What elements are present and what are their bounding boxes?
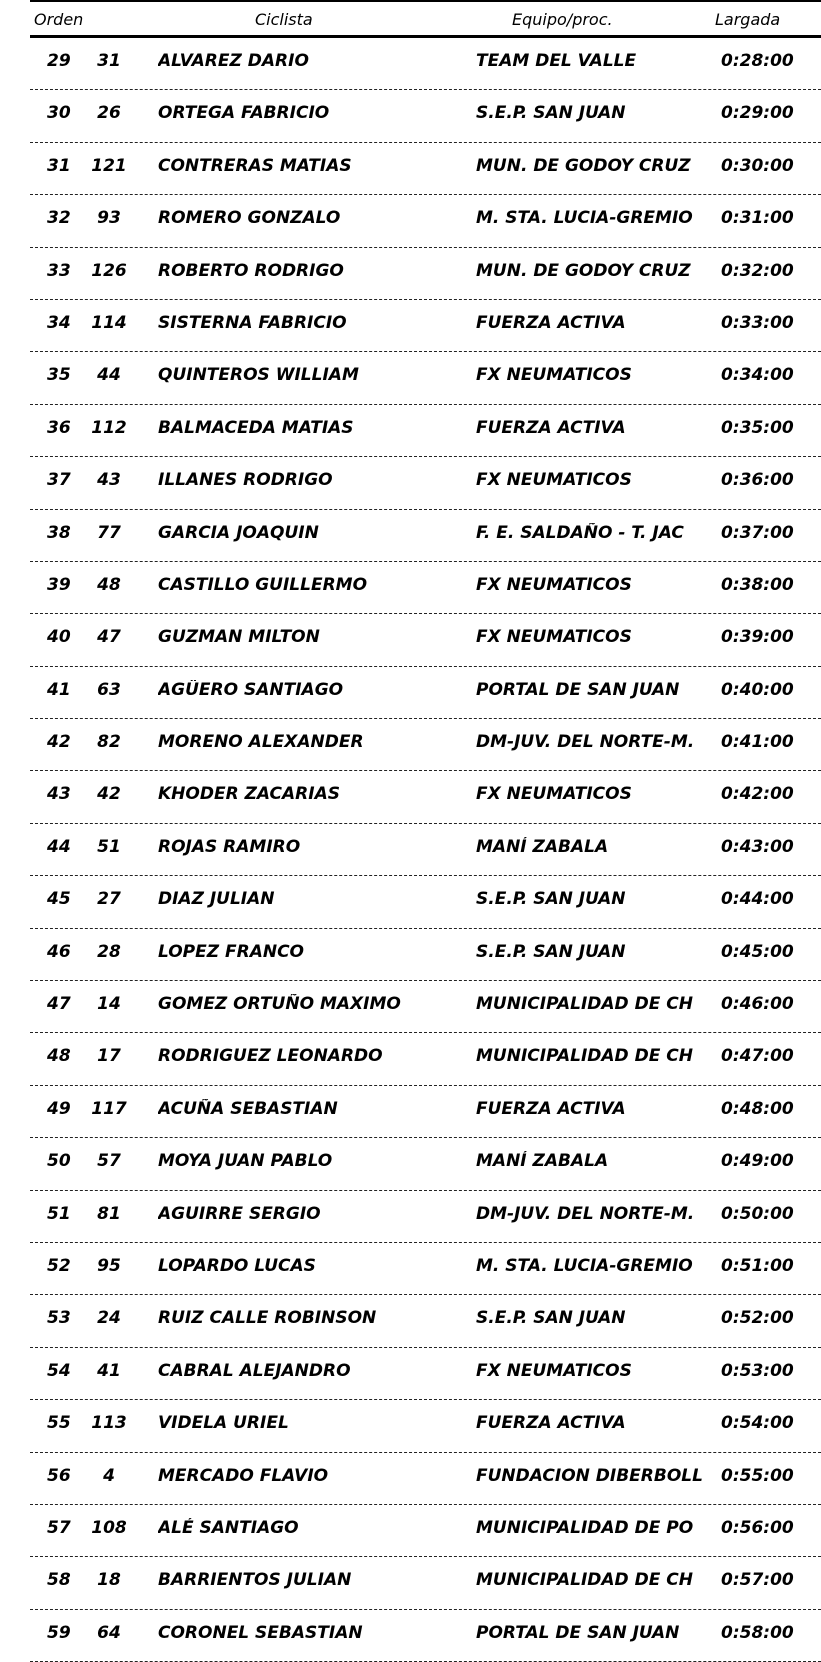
cell-bib-number: 24 [97,1308,121,1329]
cell-team: FUERZA ACTIVA [476,312,626,333]
table-row [30,1505,821,1557]
cell-rider-name: MOYA JUAN PABLO [158,1151,333,1172]
cell-rider-name: ROBERTO RODRIGO [158,260,344,281]
table-row [30,876,821,928]
cell-order: 55 [47,1413,71,1434]
table-row [30,352,821,404]
cell-team: MANÍ ZABALA [476,836,609,857]
cell-bib-number: 63 [97,679,121,700]
cell-order: 43 [47,784,71,805]
cell-rider-name: RODRIGUEZ LEONARDO [158,1046,383,1067]
cell-rider-name: KHODER ZACARIAS [158,784,340,805]
cell-start-time: 0:58:00 [721,1622,794,1643]
table-row [30,248,821,300]
table-row [30,981,821,1033]
cell-team: MUNICIPALIDAD DE CH [476,994,693,1015]
table-row [30,300,821,352]
cell-start-time: 0:47:00 [721,1046,794,1067]
header-equipo: Equipo/proc. [512,10,613,29]
cell-rider-name: VIDELA URIEL [158,1413,289,1434]
cell-start-time: 0:45:00 [721,941,794,962]
cell-start-time: 0:56:00 [721,1517,794,1538]
cell-start-time: 0:32:00 [721,260,794,281]
table-row [30,929,821,981]
cell-start-time: 0:50:00 [721,1203,794,1224]
cell-rider-name: CABRAL ALEJANDRO [158,1360,351,1381]
cell-start-time: 0:28:00 [721,51,794,71]
cell-team: FX NEUMATICOS [476,365,632,386]
cell-bib-number: 57 [97,1151,121,1172]
cell-rider-name: ALVAREZ DARIO [158,51,309,71]
table-header [30,0,821,38]
cell-order: 37 [47,470,71,491]
table-row [30,1033,821,1085]
cell-order: 52 [47,1255,71,1276]
cell-bib-number: 42 [97,784,121,805]
cell-team: PORTAL DE SAN JUAN [476,1622,680,1643]
cell-rider-name: DIAZ JULIAN [158,889,275,910]
cell-bib-number: 82 [97,732,121,753]
cell-start-time: 0:36:00 [721,470,794,491]
cell-order: 57 [47,1517,71,1538]
cell-bib-number: 64 [97,1622,121,1643]
cell-order: 40 [47,627,71,648]
cell-order: 51 [47,1203,71,1224]
cell-bib-number: 48 [97,574,121,595]
cell-start-time: 0:51:00 [721,1255,794,1276]
cell-team: DM-JUV. DEL NORTE-M. [476,1203,695,1224]
cell-rider-name: ILLANES RODRIGO [158,470,333,491]
cell-rider-name: ACUÑA SEBASTIAN [158,1098,338,1119]
cell-start-time: 0:46:00 [721,994,794,1015]
cell-bib-number: 114 [91,312,127,333]
cell-order: 33 [47,260,71,281]
cell-start-time: 0:37:00 [721,522,794,543]
cell-team: FX NEUMATICOS [476,574,632,595]
cell-bib-number: 17 [97,1046,121,1067]
cell-order: 49 [47,1098,71,1119]
cell-bib-number: 44 [97,365,121,386]
cell-rider-name: ORTEGA FABRICIO [158,103,330,124]
table-row [30,719,821,771]
cell-order: 39 [47,574,71,595]
cell-bib-number: 77 [97,522,121,543]
cell-rider-name: BALMACEDA MATIAS [158,417,354,438]
cell-start-time: 0:55:00 [721,1465,794,1486]
cell-team: FUERZA ACTIVA [476,1413,626,1434]
cell-order: 56 [47,1465,71,1486]
table-row [30,1400,821,1452]
header-orden: Orden [34,10,84,29]
cell-start-time: 0:31:00 [721,208,794,229]
table-row [30,1243,821,1295]
cell-team: M. STA. LUCIA-GREMIO [476,208,693,229]
cell-bib-number: 121 [91,155,127,176]
cell-start-time: 0:54:00 [721,1413,794,1434]
cell-team: MUNICIPALIDAD DE CH [476,1570,693,1591]
start-list-table [30,0,821,1643]
cell-order: 54 [47,1360,71,1381]
cell-rider-name: CORONEL SEBASTIAN [158,1622,363,1643]
table-row [30,38,821,90]
cell-order: 38 [47,522,71,543]
cell-team: S.E.P. SAN JUAN [476,941,626,962]
cell-start-time: 0:38:00 [721,574,794,595]
cell-bib-number: 18 [97,1570,121,1591]
cell-team: FX NEUMATICOS [476,627,632,648]
table-row [30,1453,821,1505]
cell-bib-number: 51 [97,836,121,857]
cell-team: S.E.P. SAN JUAN [476,103,626,124]
cell-team: MUNICIPALIDAD DE CH [476,1046,693,1067]
cell-start-time: 0:57:00 [721,1570,794,1591]
cell-start-time: 0:39:00 [721,627,794,648]
cell-team: FUNDACION DIBERBOLL [476,1465,703,1486]
cell-bib-number: 28 [97,941,121,962]
cell-start-time: 0:44:00 [721,889,794,910]
cell-bib-number: 4 [103,1465,115,1486]
cell-rider-name: RUIZ CALLE ROBINSON [158,1308,377,1329]
cell-start-time: 0:34:00 [721,365,794,386]
header-ciclista: Ciclista [255,10,313,29]
cell-order: 35 [47,365,71,386]
cell-order: 42 [47,732,71,753]
cell-bib-number: 43 [97,470,121,491]
cell-rider-name: MERCADO FLAVIO [158,1465,329,1486]
cell-bib-number: 41 [97,1360,121,1381]
cell-order: 31 [47,155,71,176]
cell-rider-name: GOMEZ ORTUÑO MAXIMO [158,994,401,1015]
cell-start-time: 0:30:00 [721,155,794,176]
cell-team: MUNICIPALIDAD DE PO [476,1517,694,1538]
table-row [30,771,821,823]
table-row [30,1295,821,1347]
cell-team: F. E. SALDAÑO - T. JAC [476,522,684,543]
cell-rider-name: ROJAS RAMIRO [158,836,301,857]
table-row [30,562,821,614]
table-row [30,1348,821,1400]
table-row [30,667,821,719]
cell-order: 48 [47,1046,71,1067]
header-largada: Largada [715,10,781,29]
cell-bib-number: 47 [97,627,121,648]
cell-rider-name: BARRIENTOS JULIAN [158,1570,352,1591]
cell-team: FUERZA ACTIVA [476,1098,626,1119]
cell-bib-number: 113 [91,1413,127,1434]
cell-rider-name: CONTRERAS MATIAS [158,155,352,176]
cell-rider-name: CASTILLO GUILLERMO [158,574,368,595]
cell-team: TEAM DEL VALLE [476,51,637,71]
cell-order: 34 [47,312,71,333]
cell-bib-number: 117 [91,1098,127,1119]
cell-team: FX NEUMATICOS [476,1360,632,1381]
cell-start-time: 0:53:00 [721,1360,794,1381]
cell-team: MANÍ ZABALA [476,1151,609,1172]
cell-order: 46 [47,941,71,962]
cell-start-time: 0:35:00 [721,417,794,438]
cell-start-time: 0:33:00 [721,312,794,333]
cell-order: 59 [47,1622,71,1643]
table-row [30,405,821,457]
cell-bib-number: 81 [97,1203,121,1224]
cell-team: PORTAL DE SAN JUAN [476,679,680,700]
table-body [30,38,821,1662]
cell-team: S.E.P. SAN JUAN [476,889,626,910]
cell-rider-name: GARCIA JOAQUIN [158,522,319,543]
cell-rider-name: ROMERO GONZALO [158,208,341,229]
cell-rider-name: LOPEZ FRANCO [158,941,305,962]
cell-team: S.E.P. SAN JUAN [476,1308,626,1329]
cell-team: FX NEUMATICOS [476,470,632,491]
cell-order: 29 [47,51,71,71]
cell-team: FUERZA ACTIVA [476,417,626,438]
table-row [30,1086,821,1138]
cell-start-time: 0:40:00 [721,679,794,700]
cell-rider-name: AGUIRRE SERGIO [158,1203,321,1224]
cell-start-time: 0:48:00 [721,1098,794,1119]
cell-team: DM-JUV. DEL NORTE-M. [476,732,695,753]
table-row [30,195,821,247]
cell-order: 41 [47,679,71,700]
table-row [30,510,821,562]
cell-start-time: 0:29:00 [721,103,794,124]
table-row [30,457,821,509]
cell-bib-number: 31 [97,51,121,71]
table-row [30,1191,821,1243]
cell-team: M. STA. LUCIA-GREMIO [476,1255,693,1276]
cell-order: 58 [47,1570,71,1591]
cell-start-time: 0:42:00 [721,784,794,805]
cell-bib-number: 27 [97,889,121,910]
table-row [30,1610,821,1662]
cell-start-time: 0:49:00 [721,1151,794,1172]
cell-order: 36 [47,417,71,438]
cell-rider-name: LOPARDO LUCAS [158,1255,316,1276]
cell-bib-number: 26 [97,103,121,124]
cell-bib-number: 126 [91,260,127,281]
table-row [30,90,821,142]
cell-team: MUN. DE GODOY CRUZ [476,260,691,281]
cell-rider-name: QUINTEROS WILLIAM [158,365,359,386]
table-row [30,1557,821,1609]
cell-order: 50 [47,1151,71,1172]
table-row [30,143,821,195]
cell-order: 44 [47,836,71,857]
cell-start-time: 0:52:00 [721,1308,794,1329]
cell-bib-number: 112 [91,417,127,438]
table-row [30,1138,821,1190]
cell-order: 53 [47,1308,71,1329]
cell-rider-name: SISTERNA FABRICIO [158,312,347,333]
cell-start-time: 0:41:00 [721,732,794,753]
cell-start-time: 0:43:00 [721,836,794,857]
cell-order: 32 [47,208,71,229]
cell-bib-number: 108 [91,1517,127,1538]
cell-bib-number: 95 [97,1255,121,1276]
cell-bib-number: 14 [97,994,121,1015]
cell-order: 45 [47,889,71,910]
cell-bib-number: 93 [97,208,121,229]
cell-team: FX NEUMATICOS [476,784,632,805]
cell-rider-name: MORENO ALEXANDER [158,732,364,753]
cell-order: 30 [47,103,71,124]
cell-rider-name: AGÜERO SANTIAGO [158,679,344,700]
cell-order: 47 [47,994,71,1015]
cell-team: MUN. DE GODOY CRUZ [476,155,691,176]
table-row [30,614,821,666]
cell-rider-name: ALÉ SANTIAGO [158,1517,299,1538]
table-row [30,824,821,876]
cell-rider-name: GUZMAN MILTON [158,627,320,648]
